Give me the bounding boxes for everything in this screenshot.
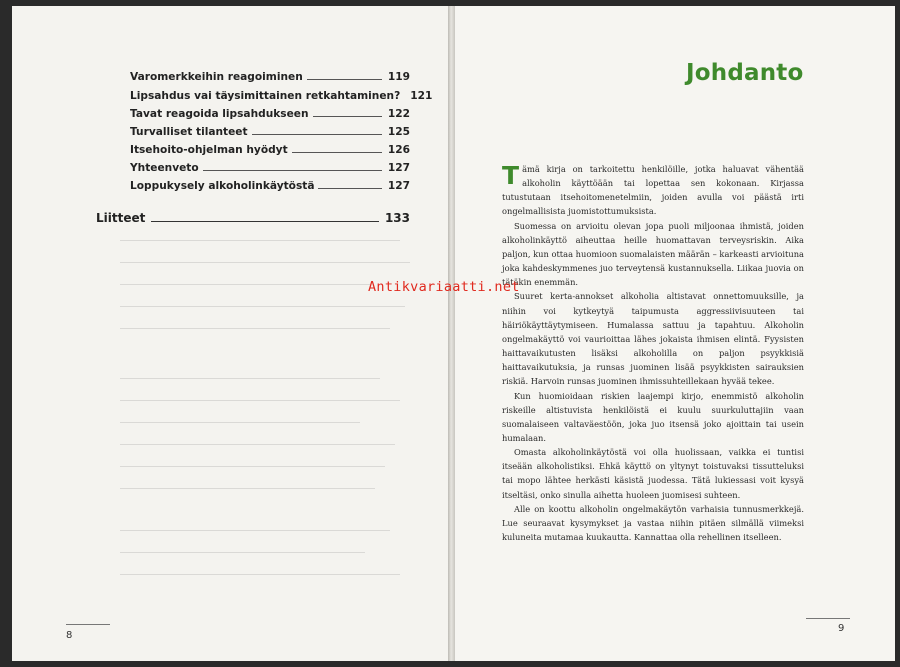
toc-entry-title: Yhteenveto (130, 162, 199, 174)
body-paragraph: Omasta alkoholinkäytöstä voi olla huolissaan, vaikka ei tuntisi itseään alkoholistiksi. Ehkä käyttö on yltynyt toistuvaksi tissutteluksi tai mopo lähtee herkästi käsistä juodessa. Tätä lukiessasi voit kysyä itseltäsi, onko sinulla aihetta huoleen juomisesi suhteen. (502, 447, 804, 500)
toc-leader (252, 134, 382, 135)
show-through-line (120, 552, 365, 553)
show-through-line (120, 400, 400, 401)
toc-entry-title: Lipsahdus vai täysimittainen retkahtaminen? (130, 90, 401, 102)
toc-leader (318, 188, 381, 189)
right-page-number: 9 (838, 623, 845, 634)
toc-entry (130, 104, 410, 120)
left-page-number: 8 (66, 630, 73, 641)
toc-leader (292, 152, 382, 153)
show-through-line (120, 378, 380, 379)
toc-appendix-entry (96, 207, 410, 225)
show-through-line (120, 444, 395, 445)
show-through-line (120, 328, 390, 329)
toc-leader (307, 79, 382, 80)
toc-entry (130, 86, 433, 102)
toc-entry-page: 125 (387, 126, 410, 138)
toc-entry-page: 122 (387, 108, 410, 120)
toc-entry-title: Varomerkkeihin reagoiminen (130, 71, 303, 83)
show-through-line (120, 262, 410, 263)
toc-entry-title: Turvalliset tilanteet (130, 126, 248, 138)
toc-entry (130, 122, 410, 138)
paragraph-text: ämä kirja on tarkoitettu henkilöille, jotka haluavat vähentää alkoholin käyttöään tai lopettaa sen kokonaan. Kirjassa tutustutaan itsehoitomenetelmiin, joiden avulla voi päästä irti ongelmallisista juomistottumuksista. (502, 164, 804, 217)
show-through-line (120, 422, 360, 423)
toc-entry-title: Loppukysely alkoholinkäytöstä (130, 180, 315, 192)
toc-appendix-title: Liitteet (96, 211, 146, 225)
toc-leader (203, 170, 382, 171)
watermark: Antikvariaatti.net (368, 279, 520, 295)
body-paragraph: Suomessa on arvioitu olevan jopa puoli miljoonaa ihmistä, joiden alkoholinkäyttö aiheuttaa heille huomattavan terveysriskin. Aika paljon, kun ottaa huomioon suomalaisten määrän – karkeasti arvioituna joka kahdeskymmenes juo terveytensä kustannuksella. Liikaa juovia on tätäkin enemmän. (502, 220, 804, 288)
book-gutter (448, 6, 455, 661)
toc-entry-page: 119 (387, 71, 410, 83)
folio-rule (806, 618, 850, 619)
toc-entry-title: Itsehoito-ohjelman hyödyt (130, 144, 288, 156)
toc-entry-page: 126 (387, 144, 410, 156)
drop-cap: T (502, 161, 520, 190)
toc-entry-page: 127 (387, 180, 410, 192)
show-through-line (120, 530, 390, 531)
show-through-line (120, 306, 405, 307)
show-through-line (120, 466, 385, 467)
show-through-line (120, 240, 400, 241)
toc-entry (130, 67, 410, 83)
body-text (502, 162, 804, 544)
body-paragraph (502, 162, 804, 219)
toc-entry-page: 127 (387, 162, 410, 174)
toc-entry (130, 140, 410, 156)
toc-entry (130, 176, 410, 192)
toc-entry-page: 121 (410, 90, 433, 102)
show-through-line (120, 284, 370, 285)
toc-leader (313, 116, 382, 117)
toc-appendix-page: 133 (384, 211, 410, 225)
folio-rule (66, 624, 110, 625)
chapter-title: Johdanto (686, 60, 804, 86)
body-paragraph: Suuret kerta-annokset alkoholia altistavat onnettomuuksille, ja niihin voi kytkeytyä taipumusta aggressiivisuuteen tai häiriökäyttäytymiseen. Humalassa sattuu ja tapahtuu. Alkoholin ongelmakäyttö voi vaurioittaa lähes jokaista ihmisen elintä. Fyysisten haittavaikutusten lisäksi alkoholilla on paljon psyykkisiä haittavaikutuksia, ja runsas juominen lisää psyykkisten sairauksien riskiä. Harvoin runsas juominen ihmissuhteillekaan hyvää tekee. (502, 291, 804, 387)
toc-entry-title: Tavat reagoida lipsahdukseen (130, 108, 309, 120)
body-paragraph: Kun huomioidaan riskien laajempi kirjo, enemmistö alkoholin riskeille altistuvista henkilöistä ei kuulu suurkuluttajiin vaan suomalaiseen valtaväestöön, joka juo itsensä joko ajoittain tai usein humalaan. (502, 390, 804, 443)
toc-entry (130, 158, 410, 174)
show-through-line (120, 574, 400, 575)
show-through-line (120, 488, 375, 489)
body-paragraph: Alle on koottu alkoholin ongelmakäytön varhaisia tunnusmerkkejä. Lue seuraavat kysymykset ja vastaa niihin pitäen silmällä viimeksi kuluneita mutamaa kuukautta. Kannattaa olla rehellinen itselleen. (502, 503, 804, 543)
toc-leader (151, 221, 379, 222)
